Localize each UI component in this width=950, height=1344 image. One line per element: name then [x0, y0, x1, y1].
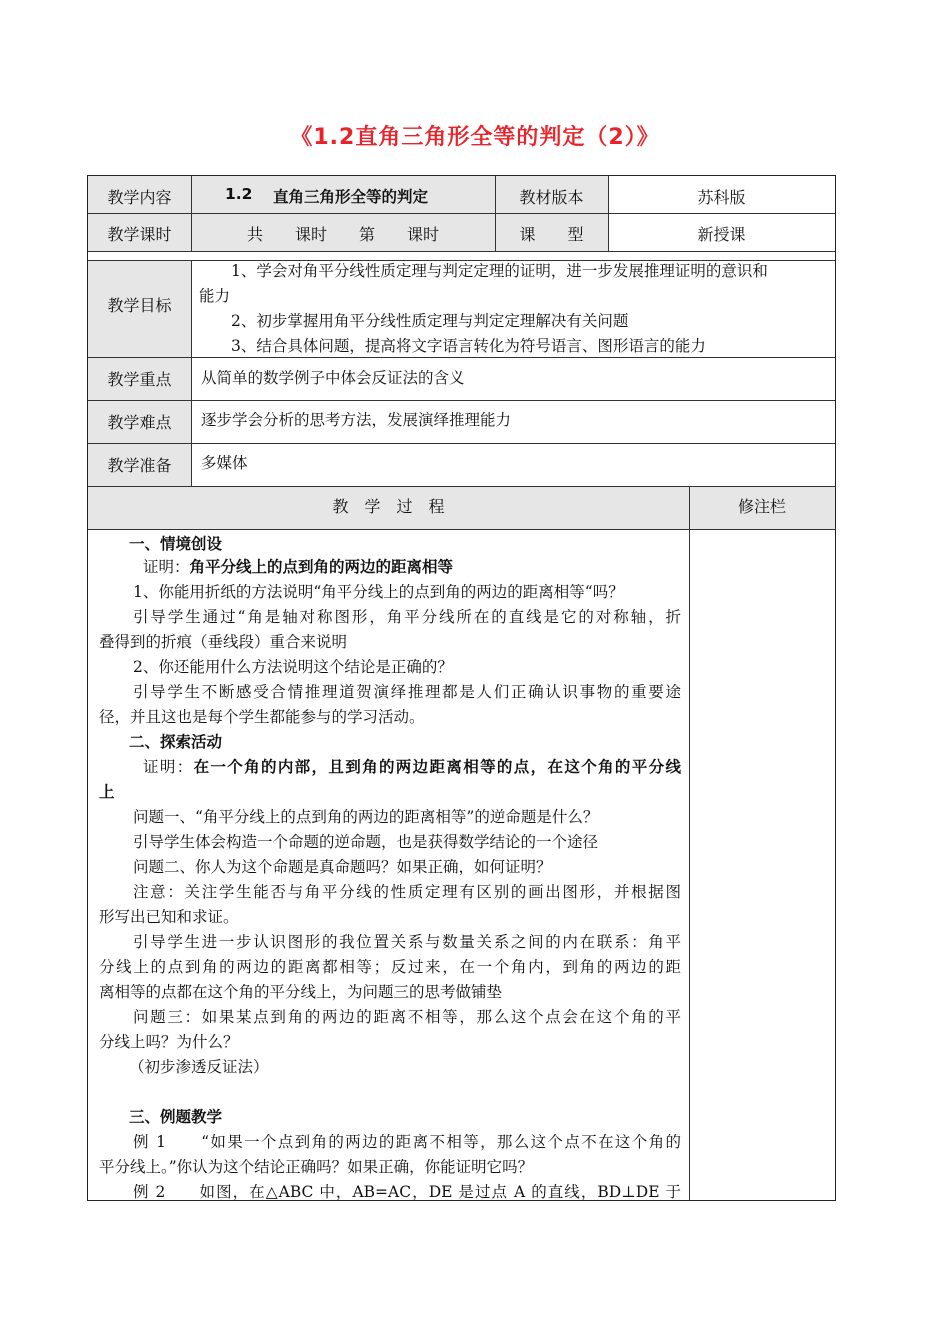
note: 注意：关注学生能否与角平分线的性质定理有区别的画出图形，并根据图 [133, 883, 681, 901]
edition-label: 教材版本 [519, 188, 584, 207]
paragraph: 引导学生不断感受合情推理道贺演绎推理都是人们正确认识事物的重要途 [133, 683, 681, 701]
type-label: 课 型 [519, 225, 584, 244]
goals-label: 教学目标 [107, 296, 172, 315]
preparation-label: 教学准备 [107, 456, 172, 475]
question-2: 问题二、你人为这个命题是真命题吗？如果正确，如何证明？ [133, 858, 552, 876]
key-point-value: 从简单的数学例子中体会反证法的含义 [201, 369, 465, 387]
process-body [88, 529, 689, 1200]
example-2: 例 2 如图，在△ABC 中，AB=AC，DE 是过点 A 的直线，BD⊥DE 于 [133, 1183, 681, 1201]
guidance: 引导学生进一步认识图形的我位置关系与数量关系之间的内在联系：角平 [133, 933, 681, 951]
notes-column [690, 530, 835, 1200]
paragraph: 径，并且这也是每个学生都能参与的学习活动。 [99, 708, 425, 726]
question-3-note: （初步渗透反证法） [129, 1058, 269, 1076]
edition-value: 苏科版 [697, 188, 746, 207]
hours-label: 教学课时 [107, 225, 172, 244]
difficulty-value: 逐步学会分析的思考方法，发展演绎推理能力 [201, 411, 512, 429]
section-3-title: 三、例题教学 [129, 1108, 223, 1126]
claim-text: 在一个角的内部，且到角的两边距离相等的点，在这个角的平分线 [193, 758, 681, 776]
rule [88, 443, 835, 444]
section-1-title: 一、情境创设 [129, 535, 223, 553]
paragraph: 叠得到的折痕（垂线段）重合来说明 [99, 633, 348, 651]
rule [88, 486, 835, 487]
rule [88, 251, 835, 252]
guidance: 离相等的点都在这个角的平分线上，为问题三的思考做铺垫 [99, 983, 503, 1001]
section-2-claim-end: 上 [99, 783, 115, 801]
guidance: 分线上的点到角的两边的距离都相等；反过来，在一个角内，到角的两边的距 [99, 958, 681, 976]
rule [88, 357, 835, 358]
question-3: 问题三：如果某点到角的两边的距离不相等，那么这个点会在这个角的平 [133, 1008, 681, 1026]
lesson-plan-table [87, 175, 836, 1201]
content-label: 教学内容 [107, 188, 172, 207]
question-1: 问题一、“角平分线上的点到角的两边的距离相等”的逆命题是什么？ [133, 808, 599, 826]
rule [88, 400, 835, 401]
claim-prefix: 证明： [143, 758, 194, 776]
claim-text: 角平分线上的点到角的两边的距离相等 [189, 558, 454, 576]
goal-line-2: 能力 [199, 287, 231, 305]
paragraph: 引导学生通过“角是轴对称图形，角平分线所在的直线是它的对称轴，折 [133, 608, 681, 626]
document-title: 《1.2直角三角形全等的判定（2）》 [290, 125, 660, 150]
section-2-title: 二、探索活动 [129, 733, 223, 751]
hours-value: 共 课时 第 课时 [246, 225, 439, 244]
goal-line-4: 3、结合具体问题，提高将文字语言转化为符号语言、图形语言的能力 [231, 337, 706, 355]
paragraph: 1、你能用折纸的方法说明“角平分线上的点到角的两边的距离相等“吗？ [133, 583, 624, 601]
key-point-label: 教学重点 [107, 370, 172, 389]
section-2-claim [143, 756, 681, 778]
content-value: 直角三角形全等的判定 [273, 188, 429, 206]
notes-column-header: 修注栏 [737, 497, 786, 516]
difficulty-label: 教学难点 [107, 413, 172, 432]
question-3: 分线上吗？为什么？ [99, 1033, 239, 1051]
paragraph: 2、你还能用什么方法说明这个结论是正确的？ [133, 658, 453, 676]
section-1-claim [143, 556, 453, 578]
claim-prefix: 证明： [143, 558, 190, 576]
rule [191, 260, 192, 486]
goal-line-3: 2、初步掌握用角平分线性质定理与判定定理解决有关问题 [231, 312, 629, 330]
type-value: 新授课 [697, 225, 746, 244]
preparation-value: 多媒体 [201, 454, 248, 472]
process-header: 教 学 过 程 [332, 497, 445, 516]
goal-line-1: 1、学会对角平分线性质定理与判定定理的证明，进一步发展推理证明的意识和 [231, 262, 768, 280]
guidance: 引导学生体会构造一个命题的逆命题，也是获得数学结论的一个途径 [133, 833, 599, 851]
note: 形写出已知和求证。 [99, 908, 239, 926]
rule [88, 213, 835, 214]
example-1: 平分线上。”你认为这个结论正确吗？如果正确，你能证明它吗？ [99, 1158, 534, 1176]
example-1: 例 1 “如果一个点到角的两边的距离不相等，那么这个点不在这个角的 [133, 1133, 681, 1151]
content-value-number: 1.2 [225, 185, 253, 203]
